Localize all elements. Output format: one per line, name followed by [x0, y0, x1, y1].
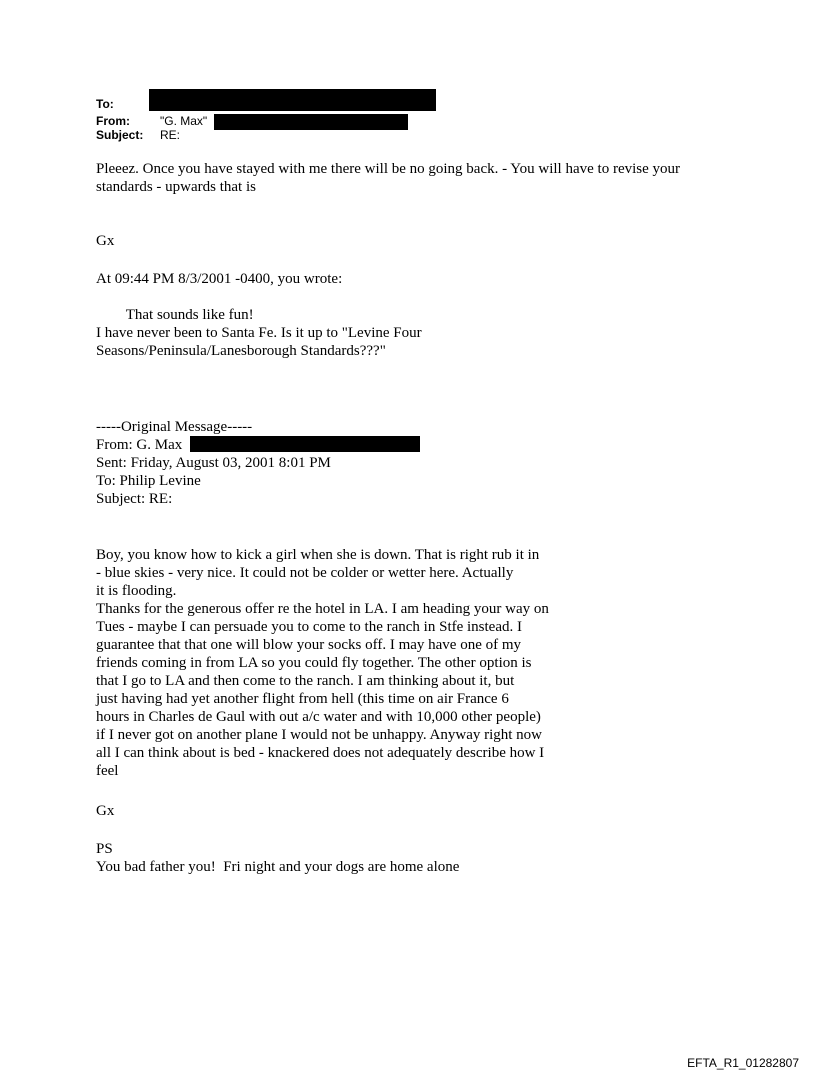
- original-sent: Sent: Friday, August 03, 2001 8:01 PM: [96, 455, 331, 471]
- ps-label: PS: [96, 841, 113, 857]
- reply-signoff: Gx: [96, 233, 115, 249]
- quoted-line-2: I have never been to Santa Fe. Is it up to "Levine Four: [96, 325, 422, 341]
- closing-signoff: Gx: [96, 803, 115, 819]
- reply-line-2: standards - upwards that is: [96, 179, 256, 195]
- body-line: Tues - maybe I can persuade you to come to the ranch in Stfe instead. I: [96, 619, 522, 635]
- body-line: - blue skies - very nice. It could not be colder or wetter here. Actually: [96, 565, 514, 581]
- header-subject-row: [96, 128, 180, 142]
- from-label: From:: [96, 114, 130, 128]
- body-line: that I go to LA and then come to the ranch. I am thinking about it, but: [96, 673, 515, 689]
- quoted-line-3: Seasons/Peninsula/Lanesborough Standards???": [96, 343, 386, 359]
- redaction-bar-from: [214, 114, 408, 130]
- redaction-bar-original-from: [190, 436, 420, 452]
- quoted-line-1: That sounds like fun!: [96, 307, 254, 323]
- subject-value: RE:: [160, 128, 181, 142]
- header-from-row: [96, 114, 207, 128]
- body-line: feel: [96, 763, 119, 779]
- to-label: To:: [96, 97, 114, 111]
- body-line: Thanks for the generous offer re the hotel in LA. I am heading your way on: [96, 601, 549, 617]
- quote-intro: At 09:44 PM 8/3/2001 -0400, you wrote:: [96, 271, 343, 287]
- body-line: if I never got on another plane I would not be unhappy. Anyway right now: [96, 727, 543, 743]
- document-id: EFTA_R1_01282807: [687, 1056, 799, 1070]
- original-to: To: Philip Levine: [96, 473, 201, 489]
- original-subject: Subject: RE:: [96, 491, 173, 507]
- redaction-bar-to: [149, 89, 436, 111]
- body-line: Boy, you know how to kick a girl when she is down. That is right rub it in: [96, 547, 540, 563]
- original-from: From: G. Max: [96, 437, 183, 453]
- body-line: guarantee that that one will blow your socks off. I may have one of my: [96, 637, 522, 653]
- from-value: "G. Max": [160, 114, 208, 128]
- subject-label: Subject:: [96, 128, 144, 142]
- body-line: it is flooding.: [96, 583, 177, 599]
- body-line: just having had yet another flight from hell (this time on air France 6: [96, 691, 509, 707]
- reply-line-1: Pleeez. Once you have stayed with me there will be no going back. - You will have to revise your: [96, 161, 681, 177]
- body-line: friends coming in from LA so you could fly together. The other option is: [96, 655, 532, 671]
- body-line: all I can think about is bed - knackered does not adequately describe how I: [96, 745, 545, 761]
- body-line: hours in Charles de Gaul with out a/c water and with 10,000 other people): [96, 709, 541, 725]
- ps-text: You bad father you! Fri night and your dogs are home alone: [96, 859, 460, 875]
- original-message-separator: -----Original Message-----: [96, 419, 253, 435]
